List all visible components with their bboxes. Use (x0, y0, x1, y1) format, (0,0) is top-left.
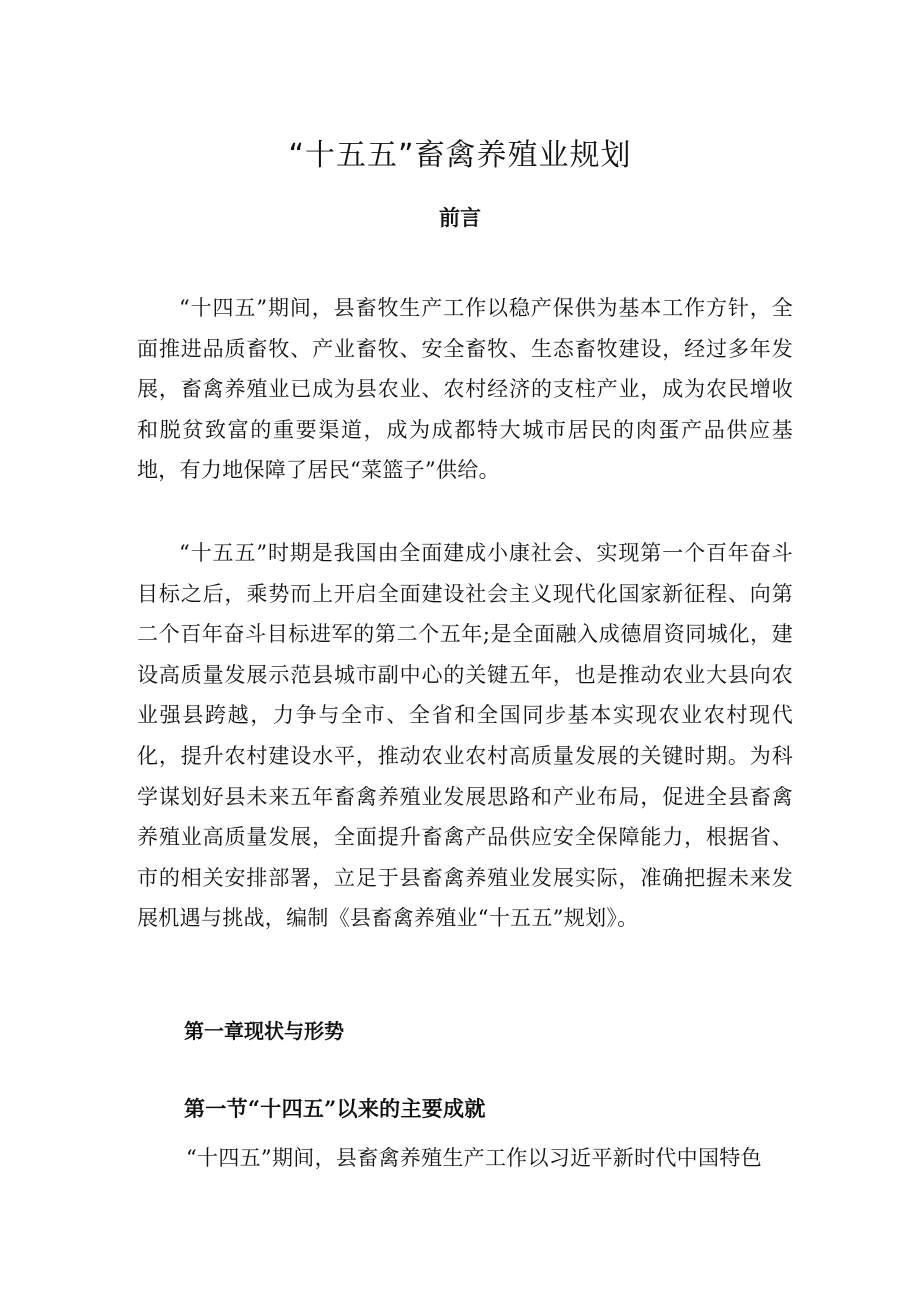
body-paragraph-1: “十四五”期间，县畜牧生产工作以稳产保供为基本工作方针，全面推进品质畜牧、产业畜牧、安全畜牧、生态畜牧建设，经过多年发展，畜禽养殖业已成为县农业、农村经济的支柱产业，成为农民增收和脱贫致富的重要渠道，成为成都特大城市居民的肉蛋产品供应基地，有力地保障了居民“菜篮子”供给。 (137, 296, 793, 483)
section-heading: 第一节“十四五”以来的主要成就 (184, 1096, 486, 1121)
body-paragraph-2: “十五五”时期是我国由全面建成小康社会、实现第一个百年奋斗目标之后，乘势而上开启全面建设社会主义现代化国家新征程、向第二个百年奋斗目标进军的第二个五年;是全面融入成德眉资同城化，建设高质量发展示范县城市副中心的关键五年，也是推动农业大县向农业强县跨越，力争与全市、全省和全国同步基本实现农业农村现代化，提升农村建设水平，推动农业农村高质量发展的关键时期。为科学谋划好县未来五年畜禽养殖业发展思路和产业布局，促进全县畜禽养殖业高质量发展，全面提升畜禽产品供应安全保障能力，根据省、市的相关安排部署，立足于县畜禽养殖业发展实际，准确把握未来发展机遇与挑战，编制《县畜禽养殖业“十五五”规划》。 (137, 541, 793, 931)
document-title: “十五五”畜禽养殖业规划 (288, 138, 632, 173)
chapter-heading: 第一章现状与形势 (184, 1019, 344, 1043)
section-paragraph: “十四五”期间，县畜禽养殖生产工作以习近平新时代中国特色 (186, 1146, 762, 1170)
foreword-heading: 前言 (439, 206, 481, 230)
